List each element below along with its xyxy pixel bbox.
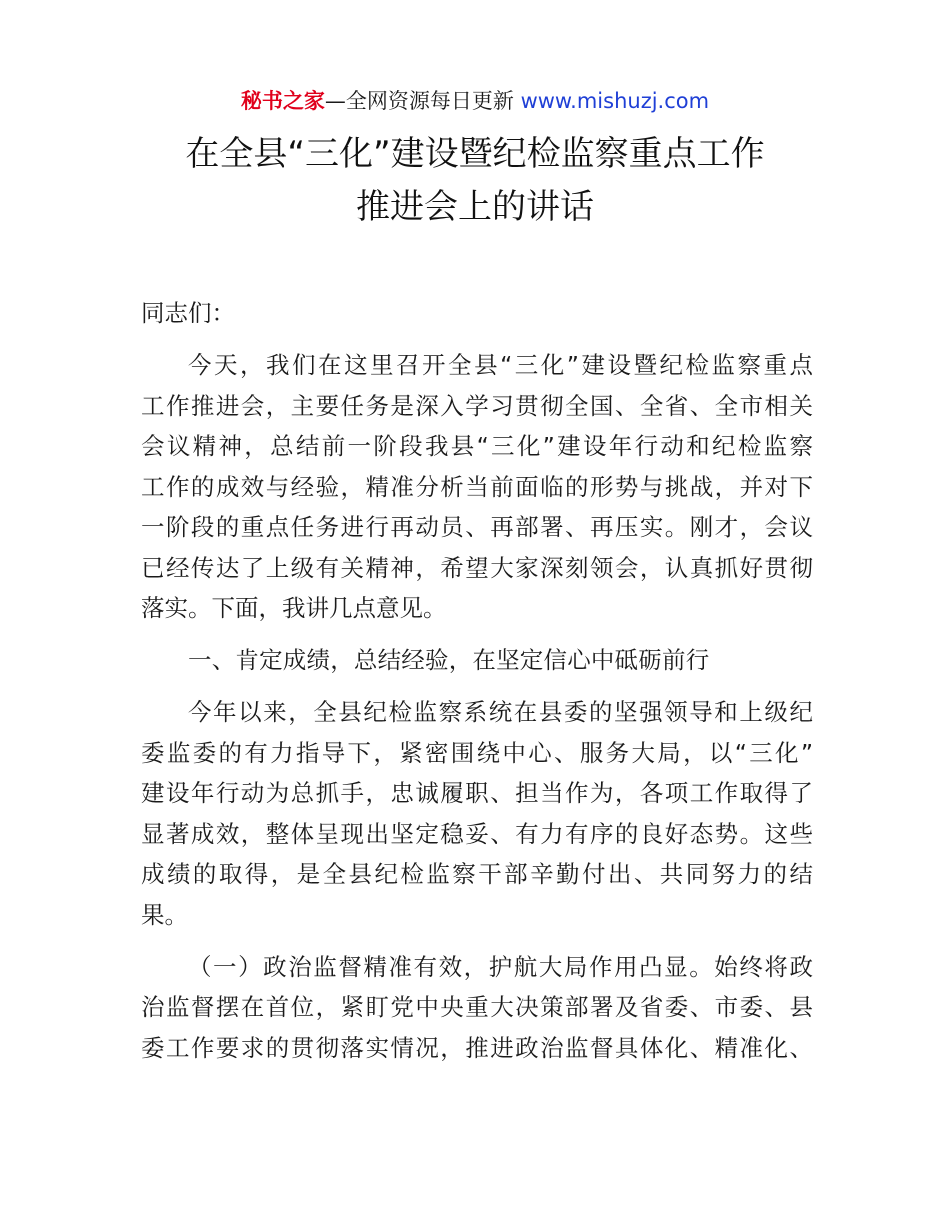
paragraph-line: 落实。下面，我讲几点意见。 [141, 594, 447, 622]
paragraph-line: 成绩的取得，是全县纪检监察干部辛勤付出、共同努力的结 [141, 860, 813, 888]
banner-url-link[interactable]: www.mishuzj.com [520, 89, 710, 113]
banner-tagline: —全网资源每日更新 [324, 89, 514, 113]
paragraph-gap [141, 334, 813, 346]
paragraph-gap [141, 935, 813, 947]
paragraph-line: 已经传达了上级有关精神，希望大家深刻领会，认真抓好贯彻 [141, 553, 813, 582]
paragraph-line: （一）政治监督精准有效，护航大局作用凸显。始终将政 [188, 952, 813, 981]
paragraph-gap [141, 681, 813, 693]
paragraph-line: 果。 [141, 900, 188, 929]
paragraph-line: 工作推进会，主要任务是深入学习贯彻全国、全省、全市相关 [141, 391, 813, 420]
greeting: 同志们： [141, 299, 235, 327]
paragraph-line: 一阶段的重点任务进行再动员、再部署、再压实。刚才，会议 [141, 513, 813, 541]
paragraph-gap [141, 629, 813, 641]
paragraph-2 [141, 692, 813, 935]
site-banner [0, 86, 950, 116]
title-line-1: 在全县“三化”建设暨纪检监察重点工作 [185, 134, 765, 174]
paragraph-line: 工作的成效与经验，精准分析当前面临的形势与挑战，并对下 [141, 472, 813, 501]
paragraph-line: 治监督摆在首位，紧盯党中央重大决策部署及省委、市委、县 [141, 993, 813, 1021]
paragraph-3 [141, 947, 813, 1069]
document-body [141, 293, 813, 1068]
paragraph-1 [141, 345, 813, 629]
paragraph-line: 会议精神，总结前一阶段我县“三化”建设年行动和纪检监察 [141, 432, 813, 460]
paragraph-line: 建设年行动为总抓手，忠诚履职、担当作为，各项工作取得了 [141, 779, 813, 807]
paragraph-line: 今年以来，全县纪检监察系统在县委的坚强领导和上级纪 [188, 698, 813, 726]
section-heading-1: 一、肯定成绩，总结经验，在坚定信心中砥砺前行 [188, 646, 710, 674]
title-line-2: 推进会上的讲话 [356, 187, 594, 227]
banner-brand: 秘书之家 [240, 89, 325, 113]
paragraph-line: 今天，我们在这里召开全县“三化”建设暨纪检监察重点 [188, 351, 813, 379]
paragraph-line: 委监委的有力指导下，紧密围绕中心、服务大局，以“三化” [141, 738, 813, 767]
paragraph-line: 显著成效，整体呈现出坚定稳妥、有力有序的良好态势。这些 [141, 819, 813, 848]
document-title [0, 128, 950, 234]
paragraph-line: 委工作要求的贯彻落实情况，推进政治监督具体化、精准化、 [141, 1033, 813, 1062]
